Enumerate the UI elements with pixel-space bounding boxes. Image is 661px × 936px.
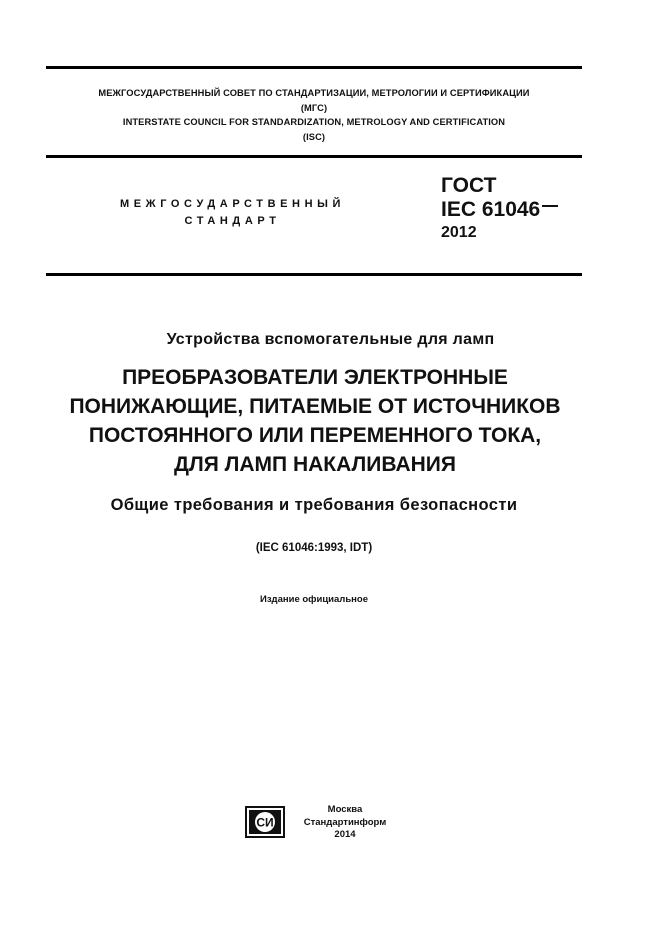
- publisher-logo: [245, 806, 285, 838]
- designation-prefix: ГОСТ: [441, 174, 497, 197]
- standard-designation: [441, 174, 558, 244]
- council-bottom-rule: [46, 155, 582, 158]
- standard-kind-line1: МЕЖГОСУДАРСТВЕННЫЙ: [119, 198, 346, 210]
- document-title: [20, 363, 610, 479]
- council-abbr-en: (ISC): [302, 131, 326, 142]
- council-header: [46, 86, 582, 144]
- title-line: ПРЕОБРАЗОВАТЕЛИ ЭЛЕКТРОННЫЕ: [122, 366, 508, 389]
- title-line: ПОСТОЯННОГО ИЛИ ПЕРЕМЕННОГО ТОКА,: [88, 424, 542, 447]
- council-name-ru: МЕЖГОСУДАРСТВЕННЫЙ СОВЕТ ПО СТАНДАРТИЗАЦИИ, МЕТРОЛОГИИ И СЕРТИФИКАЦИИ: [98, 88, 530, 98]
- requirements-subtitle: Общие требования и требования безопасности: [110, 496, 518, 514]
- council-name-en: INTERSTATE COUNCIL FOR STANDARDIZATION, METROLOGY AND CERTIFICATION: [122, 117, 506, 127]
- designation-number: IEC 61046: [441, 198, 541, 221]
- publisher-year: 2014: [334, 829, 356, 840]
- title-line: ПОНИЖАЮЩИЕ, ПИТАЕМЫЕ ОТ ИСТОЧНИКОВ: [69, 395, 561, 418]
- designation-dash: [542, 205, 558, 207]
- designation-year: 2012: [441, 224, 477, 241]
- iec-reference: (IEC 61046:1993, IDT): [255, 542, 373, 554]
- document-subtitle: Устройства вспомогательные для ламп: [166, 331, 495, 348]
- council-abbr-ru: (МГС): [300, 102, 328, 113]
- publisher-name: Стандартинформ: [303, 816, 387, 828]
- designation-bottom-rule: [46, 273, 582, 276]
- edition-note: Издание официальное: [260, 594, 368, 605]
- top-rule: [46, 66, 582, 69]
- standard-kind-line2: СТАНДАРТ: [184, 215, 281, 227]
- publisher-info: [300, 804, 390, 842]
- title-line: ДЛЯ ЛАМП НАКАЛИВАНИЯ: [174, 453, 456, 476]
- publisher-logo-letters: СИ: [256, 815, 274, 830]
- standard-kind: [90, 196, 375, 230]
- publisher-city: Москва: [327, 804, 363, 815]
